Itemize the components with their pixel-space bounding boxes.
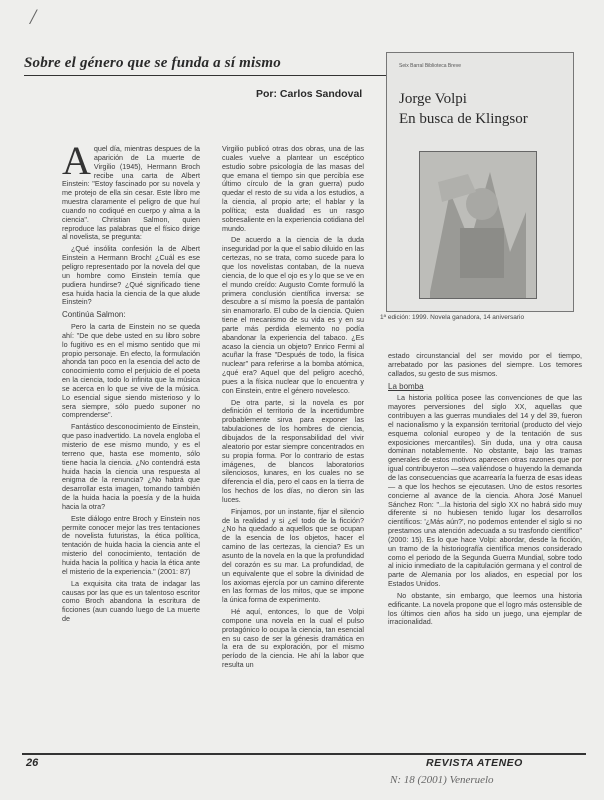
paragraph: Finjamos, por un instante, fijar el silencio de la realidad y si ¿el todo de la ficción? ¿No ha quedado a aquellos que se ocupan de la esencia de los objetos, hacer el camino de las certezas, la ciencia? Es un asunto de la novela en la que la profundidad del corazón es su mar. La profundidad, de un equivalente que el sobre la divinidad de los axiomas ejercía por un camino diferente en las formas de los mitos, que se impone la única forma de experimento. <box>222 506 364 605</box>
cover-illustration <box>420 152 536 298</box>
paragraph: De otra parte, si la novela es por definición el territorio de la incertidumbre probablemente sirva para exponer las tabulaciones de los hombres de ciencia, dibujados de la responsabilidad del vivir aleatorio por estar siempre concentrados en su propia forma. Por lo contrario de estas imágenes, de blancos laboratorios silenciosos, lunares, en los cuales no se diferencia el día, pero el caos en la tierra de los hechos de los días, no dieron sin las luces. <box>222 397 364 504</box>
book-cover-art <box>419 151 537 299</box>
paragraph: No obstante, sin embargo, que leemos una historia edificante. La novela propone que el logro más ostensible de los últimos cien años ha sido un juego, una ejemplar de irracionalidad. <box>388 590 582 627</box>
paragraph: Hé aquí, entonces, lo que de Volpi compone una novela en la cual el pulso protagónico lo ocupa la ciencia, tan esencial en su caso de ser la génesis dramática en la era de su exploración, por el mismo período de la ciencia. He ahí la labor que resulta un <box>222 607 364 670</box>
paragraph: estado circunstancial del ser movido por el tiempo, arrebatado por las pasiones del siempre. Los temores callados, su gesto de sus mismos. <box>388 351 582 378</box>
paragraph: ¿Qué insólita confesión la de Albert Einstein a Hermann Broch! ¿Cuál es ese peligro representado por la novela del que un hombre como Einstein temía que pudiera hundirse? ¿Qué significado tiene esa huida hacia la ciencia de la que alude Einstein? <box>62 244 200 307</box>
paragraph: Pero la carta de Einstein no se queda ahí: "De que debe usted en su libro sobre lo fugitivo es en el mismo sentido que mi propio personaje. En efecto, la formulación ahonda tan poco en la esencia del acto de conocimiento como el perjuicio de el poeta en la ciencia, todo lo infinita que la música se acerca en lo que se vive de la música. Lo esencial sigue siendo misterioso y lo sera siempre, sólo puedo suponer no comprenderse". <box>62 322 200 420</box>
drop-cap: A <box>62 138 91 183</box>
book-title: En busca de Klingsor <box>399 111 528 127</box>
book-series: Seix Barral Biblioteca Breve <box>399 63 461 69</box>
column-2 <box>222 145 364 673</box>
footer-rule <box>22 753 586 755</box>
paragraph: quel día, mientras despues de la aparición de La muerte de Virgilio (1945), Hermann Broch recibe una carta de Albert Einstein: "Estoy fascinado por su novela y me protejo de ella sin cesar. Este libro me muestra claramente el peligro de que huí cuando no codiqué en cuerpo y alma a la ciencia". Christian Salmon, quien reproduce las palabras que el físico dirige al novelista, se pregunta: <box>62 144 200 242</box>
article-byline: Por: Carlos Sandoval <box>256 88 363 100</box>
handwritten-note: N: 18 (2001) Veneruelo <box>390 774 494 786</box>
book-cover-image <box>386 52 574 312</box>
paragraph: La exquisita cita trata de indagar las causas por las que es un talentoso escritor como Broch abandona la escritura de ficciones (aun cuando luego de La muerte de <box>62 578 200 624</box>
paragraph: Este diálogo entre Broch y Einstein nos permite conocer mejor las tres tentaciones de novelista futuristas, la ética política, tentación de huida hacia la ciencia ante el misterio del conocimiento, tentación de huida hacia la política y hacia la ética ante el misterio de la experiencia." (2001: 87) <box>62 513 200 576</box>
paragraph: La historia política posee las convenciones de que las mayores perversiones del siglo XX, aquellas que contribuyen a las guerras mundiales del 14 y del 39, fueron el nacionalismo y la expansión territorial (producto del viejo esquema colonial europeo y de la tentación de sus exposiciones mercantiles). Sin duda, una y otra causa dominan notablemente. No obstante, bajo las tramas generales de estos motivos aparecen otras razones que por igual contribuyeron —sea valiéndose o huyendo la demanda de las consecuencias que acarrearía la fuerza de esas ideas— a que los hechos se ejecutasen. Uno de estos resortes concierne al avance de la ciencia. Ahora José Manuel Sánchez Ron: "...la historia del siglo XX no habrá sido muy diferente si no hubiesen tenido lugar los desarrollos científicos: '¿Más aún?', no podemos entender el siglo si no prestamos una atención adecuada a su trasfondo científico" (2000: 15). Es lo que hace Volpi: abordar, desde la ficción, un tramo de la historiografía científica menos considerado como el periodo de la Segunda Guerra Mundial, sobre todo al inicio inmediato de la capitulación germana y el control de parte de Alemania por los aliados, en especial por los Estados Unidos. <box>388 393 582 589</box>
book-caption: 1ª edición: 1999. Novela ganadora, 14 aniversario <box>380 314 525 321</box>
paragraph: De acuerdo a la ciencia de la duda inseguridad por la que el sabio diluido en las certezas, no se trata, como sucede para lo que los novelistas contaban, de la nueva ciencia, de lo que el ojo es y lo que se ve en el mundo creído: Augusto Comte formuló la primera conclusión científica inversa: se descubre a sí mismo la poesía de pantalón sin enamorarlo. El cubo de la ciencia. Quien tiene el mecanismo de su vida es y en su parte más perdida elemento no podía abandonar la experiencia del tabaco. ¿Es acaso la ciencia un objeto? Enrico Fermi al acuñar la frase "Después de todo, la física nuclear" para referirse a la bomba atómica, ¿qué era? Aquel que del peligro acechó, pues a la física nuclear que lo encuentra y con Einstein, entre el género novelesco. <box>222 235 364 395</box>
paragraph: Virgilio publicó otras dos obras, una de las cuales vuelve a plantear un escéptico estudio sobre psicología de las masas del que emana el tiempo sin que percibía ese último círculo de la gran guerra) pudo quedar el resto de su vida a los estudios, a la ciencia, al propio arte; el hablar y la política; esta dualidad es un rasgo sobresaliente en la experiencia cotidiana del mundo. <box>222 144 364 233</box>
paragraph: Fantástico desconocimiento de Einstein, que paso inadvertido. La novela engloba el misterio de ese mismo mundo, y es el terreno que, hasta ese momento, sólo tiene hacia la ciencia. ¿No contendrá esta huida hacia la ciencia una respuesta al enigma de la renuncia? ¿No habrá que desarrollar esta imagen, tomando también de la huida hacia la poesía y de la huida hacia la otra? <box>62 422 200 511</box>
page-number: 26 <box>26 757 39 769</box>
book-author: Jorge Volpi <box>399 91 467 107</box>
section-heading: Continúa Salmon: <box>62 310 126 320</box>
magazine-name: REVISTA ATENEO <box>426 757 523 769</box>
article-title: Sobre el género que se funda a sí mismo <box>24 55 396 76</box>
column-3 <box>388 352 582 630</box>
pencil-mark: / <box>30 4 37 29</box>
section-heading: La bomba <box>388 381 424 391</box>
column-1 <box>62 138 200 627</box>
